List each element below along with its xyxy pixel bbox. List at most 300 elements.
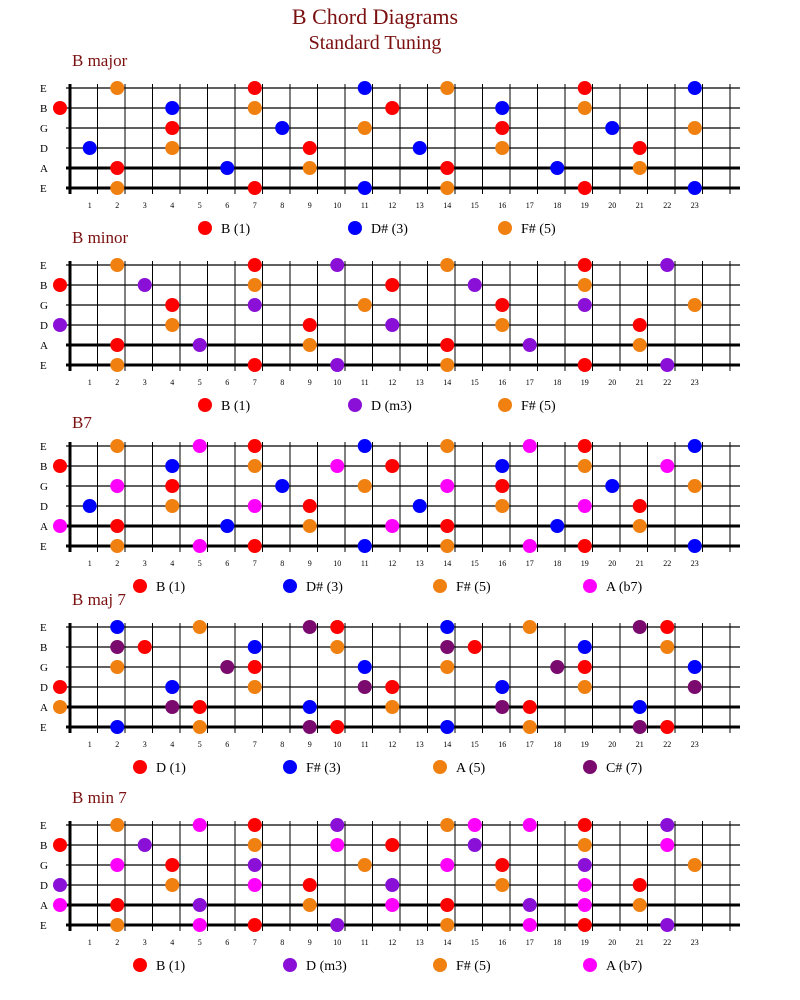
chord-name: B maj 7: [72, 590, 126, 609]
fret-number: 22: [663, 740, 672, 749]
string-label: A: [40, 702, 48, 714]
note-dot: [440, 81, 454, 95]
fret-number: 14: [443, 938, 452, 947]
note-dot: [578, 278, 592, 292]
note-dot: [688, 81, 702, 95]
fret-number: 9: [307, 740, 312, 749]
fret-number: 12: [388, 201, 397, 210]
note-dot: [248, 298, 262, 312]
note-dot: [303, 338, 317, 352]
note-dot: [523, 818, 537, 832]
fret-number: 18: [553, 559, 562, 568]
note-dot: [110, 439, 124, 453]
note-dot: [110, 620, 124, 634]
fret-number: 23: [690, 201, 699, 210]
note-dot: [358, 298, 372, 312]
note-dot: [440, 161, 454, 175]
note-dot: [578, 539, 592, 553]
fret-number: 13: [415, 740, 424, 749]
note-dot: [495, 858, 509, 872]
note-dot: [688, 181, 702, 195]
fret-number: 4: [170, 559, 175, 568]
note-dot: [578, 358, 592, 372]
legend-label: B (1): [156, 959, 186, 974]
note-dot: [110, 818, 124, 832]
legend-dot: [433, 958, 447, 972]
note-dot: [330, 838, 344, 852]
string-label: G: [40, 123, 48, 135]
note-dot: [165, 858, 179, 872]
fret-number: 16: [498, 938, 507, 947]
note-dot: [440, 539, 454, 553]
note-dot: [53, 519, 67, 533]
fret-number: 12: [388, 378, 397, 387]
fret-number: 15: [470, 938, 479, 947]
note-dot: [440, 181, 454, 195]
legend-label: D (m3): [306, 959, 347, 974]
fret-number: 14: [443, 740, 452, 749]
fret-number: 18: [553, 378, 562, 387]
note-dot: [660, 838, 674, 852]
fret-number: 10: [333, 938, 342, 947]
fret-number: 13: [415, 201, 424, 210]
note-dot: [633, 161, 647, 175]
note-dot: [138, 278, 152, 292]
note-dot: [495, 499, 509, 513]
legend-label: F# (5): [456, 959, 491, 974]
note-dot: [385, 519, 399, 533]
fret-number: 21: [635, 740, 644, 749]
note-dot: [633, 620, 647, 634]
fret-number: 2: [115, 201, 120, 210]
note-dot: [495, 318, 509, 332]
fret-number: 11: [360, 740, 369, 749]
legend-dot: [133, 579, 147, 593]
note-dot: [110, 640, 124, 654]
note-dot: [165, 318, 179, 332]
note-dot: [193, 539, 207, 553]
note-dot: [495, 479, 509, 493]
note-dot: [53, 838, 67, 852]
note-dot: [358, 439, 372, 453]
note-dot: [578, 680, 592, 694]
fret-number: 3: [142, 938, 147, 947]
note-dot: [385, 838, 399, 852]
note-dot: [633, 898, 647, 912]
note-dot: [248, 459, 262, 473]
fret-number: 4: [170, 740, 175, 749]
note-dot: [578, 81, 592, 95]
legend-dot: [583, 958, 597, 972]
legend-label: B (1): [221, 222, 251, 237]
note-dot: [138, 640, 152, 654]
note-dot: [358, 858, 372, 872]
string-label: E: [40, 920, 47, 932]
legend-label: F# (5): [521, 222, 556, 237]
fret-number: 19: [580, 201, 589, 210]
legend-dot: [433, 760, 447, 774]
note-dot: [440, 640, 454, 654]
note-dot: [110, 338, 124, 352]
fret-number: 1: [87, 378, 92, 387]
legend-dot: [283, 958, 297, 972]
note-dot: [633, 499, 647, 513]
note-dot: [440, 858, 454, 872]
note-dot: [193, 338, 207, 352]
note-dot: [303, 700, 317, 714]
legend-label: F# (5): [456, 580, 491, 595]
note-dot: [633, 141, 647, 155]
note-dot: [330, 358, 344, 372]
fret-number: 20: [608, 559, 617, 568]
note-dot: [358, 479, 372, 493]
note-dot: [633, 338, 647, 352]
note-dot: [53, 318, 67, 332]
note-dot: [688, 539, 702, 553]
note-dot: [53, 878, 67, 892]
note-dot: [165, 700, 179, 714]
note-dot: [578, 459, 592, 473]
note-dot: [110, 81, 124, 95]
note-dot: [523, 700, 537, 714]
legend-dot: [198, 398, 212, 412]
fret-number: 21: [635, 938, 644, 947]
note-dot: [440, 519, 454, 533]
note-dot: [468, 818, 482, 832]
fret-number: 1: [87, 201, 92, 210]
note-dot: [165, 499, 179, 513]
note-dot: [550, 660, 564, 674]
note-dot: [440, 720, 454, 734]
fret-number: 21: [635, 559, 644, 568]
fret-number: 9: [307, 938, 312, 947]
string-label: D: [40, 682, 48, 694]
note-dot: [303, 161, 317, 175]
note-dot: [633, 318, 647, 332]
note-dot: [248, 101, 262, 115]
legend-dot: [498, 398, 512, 412]
note-dot: [633, 700, 647, 714]
string-label: B: [40, 103, 48, 115]
string-label: B: [40, 280, 48, 292]
note-dot: [330, 640, 344, 654]
fret-number: 5: [197, 378, 202, 387]
note-dot: [358, 121, 372, 135]
note-dot: [358, 680, 372, 694]
note-dot: [688, 298, 702, 312]
string-label: E: [40, 260, 47, 272]
note-dot: [578, 898, 592, 912]
fret-number: 15: [470, 559, 479, 568]
note-dot: [468, 838, 482, 852]
note-dot: [578, 918, 592, 932]
fret-number: 23: [690, 938, 699, 947]
fret-number: 12: [388, 559, 397, 568]
fret-number: 15: [470, 378, 479, 387]
note-dot: [495, 101, 509, 115]
note-dot: [193, 720, 207, 734]
fret-number: 5: [197, 559, 202, 568]
fret-number: 11: [360, 559, 369, 568]
note-dot: [248, 918, 262, 932]
note-dot: [523, 338, 537, 352]
note-dot: [413, 141, 427, 155]
fret-number: 23: [690, 559, 699, 568]
note-dot: [578, 660, 592, 674]
fret-number: 6: [225, 740, 230, 749]
note-dot: [385, 898, 399, 912]
fret-number: 10: [333, 740, 342, 749]
note-dot: [578, 818, 592, 832]
note-dot: [53, 898, 67, 912]
note-dot: [303, 720, 317, 734]
fret-number: 7: [252, 378, 257, 387]
note-dot: [440, 258, 454, 272]
note-dot: [523, 439, 537, 453]
note-dot: [83, 141, 97, 155]
fret-number: 13: [415, 559, 424, 568]
note-dot: [248, 680, 262, 694]
note-dot: [578, 181, 592, 195]
note-dot: [578, 640, 592, 654]
legend-label: A (5): [456, 761, 486, 776]
note-dot: [330, 620, 344, 634]
chord-name: B min 7: [72, 788, 127, 807]
note-dot: [275, 121, 289, 135]
note-dot: [605, 121, 619, 135]
string-label: G: [40, 860, 48, 872]
note-dot: [220, 660, 234, 674]
string-label: E: [40, 820, 47, 832]
string-label: E: [40, 441, 47, 453]
string-label: B: [40, 461, 48, 473]
fret-number: 3: [142, 740, 147, 749]
fret-number: 3: [142, 201, 147, 210]
note-dot: [193, 898, 207, 912]
note-dot: [248, 439, 262, 453]
note-dot: [110, 720, 124, 734]
string-label: E: [40, 360, 47, 372]
fret-number: 12: [388, 740, 397, 749]
note-dot: [303, 499, 317, 513]
fret-number: 1: [87, 559, 92, 568]
fret-number: 17: [525, 201, 534, 210]
note-dot: [385, 318, 399, 332]
fret-number: 11: [360, 938, 369, 947]
legend-dot: [133, 958, 147, 972]
legend-dot: [133, 760, 147, 774]
note-dot: [468, 640, 482, 654]
legend-dot: [283, 760, 297, 774]
string-label: A: [40, 900, 48, 912]
note-dot: [523, 918, 537, 932]
fret-number: 14: [443, 201, 452, 210]
note-dot: [660, 620, 674, 634]
string-label: B: [40, 840, 48, 852]
legend-dot: [198, 221, 212, 235]
note-dot: [495, 878, 509, 892]
note-dot: [193, 439, 207, 453]
legend-label: F# (3): [306, 761, 341, 776]
note-dot: [688, 479, 702, 493]
note-dot: [440, 479, 454, 493]
note-dot: [110, 181, 124, 195]
fret-number: 9: [307, 201, 312, 210]
legend-label: C# (7): [606, 761, 643, 776]
note-dot: [248, 258, 262, 272]
fret-number: 6: [225, 559, 230, 568]
fret-number: 20: [608, 378, 617, 387]
fret-number: 7: [252, 201, 257, 210]
legend-label: D# (3): [371, 222, 408, 237]
note-dot: [440, 358, 454, 372]
fret-number: 16: [498, 201, 507, 210]
note-dot: [138, 838, 152, 852]
note-dot: [660, 459, 674, 473]
fret-number: 5: [197, 740, 202, 749]
fret-number: 22: [663, 938, 672, 947]
note-dot: [110, 858, 124, 872]
note-dot: [578, 858, 592, 872]
note-dot: [440, 898, 454, 912]
legend-dot: [348, 221, 362, 235]
legend-label: B (1): [221, 399, 251, 414]
note-dot: [110, 519, 124, 533]
fret-number: 5: [197, 938, 202, 947]
note-dot: [633, 720, 647, 734]
fret-number: 19: [580, 559, 589, 568]
note-dot: [440, 620, 454, 634]
note-dot: [660, 640, 674, 654]
legend-label: A (b7): [606, 580, 643, 595]
string-label: D: [40, 501, 48, 513]
note-dot: [605, 479, 619, 493]
legend-label: B (1): [156, 580, 186, 595]
fret-number: 3: [142, 559, 147, 568]
fret-number: 16: [498, 378, 507, 387]
note-dot: [688, 121, 702, 135]
note-dot: [193, 620, 207, 634]
note-dot: [303, 141, 317, 155]
fret-number: 18: [553, 938, 562, 947]
note-dot: [385, 680, 399, 694]
fret-number: 2: [115, 938, 120, 947]
fret-number: 18: [553, 740, 562, 749]
note-dot: [358, 181, 372, 195]
note-dot: [248, 858, 262, 872]
fret-number: 8: [280, 201, 285, 210]
note-dot: [53, 459, 67, 473]
note-dot: [385, 459, 399, 473]
note-dot: [110, 358, 124, 372]
string-label: D: [40, 143, 48, 155]
string-label: G: [40, 300, 48, 312]
note-dot: [440, 439, 454, 453]
note-dot: [633, 519, 647, 533]
note-dot: [523, 620, 537, 634]
fret-number: 6: [225, 938, 230, 947]
note-dot: [495, 141, 509, 155]
fret-number: 8: [280, 938, 285, 947]
fret-number: 21: [635, 201, 644, 210]
fret-number: 6: [225, 378, 230, 387]
note-dot: [165, 121, 179, 135]
note-dot: [495, 680, 509, 694]
fret-number: 15: [470, 201, 479, 210]
note-dot: [358, 81, 372, 95]
note-dot: [303, 620, 317, 634]
page-title: B Chord Diagrams: [291, 4, 459, 29]
note-dot: [385, 700, 399, 714]
fret-number: 17: [525, 378, 534, 387]
note-dot: [578, 101, 592, 115]
note-dot: [275, 479, 289, 493]
note-dot: [468, 278, 482, 292]
note-dot: [248, 539, 262, 553]
fret-number: 8: [280, 740, 285, 749]
note-dot: [248, 278, 262, 292]
note-dot: [248, 499, 262, 513]
note-dot: [53, 101, 67, 115]
fret-number: 7: [252, 740, 257, 749]
legend-dot: [433, 579, 447, 593]
fret-number: 20: [608, 938, 617, 947]
legend-dot: [283, 579, 297, 593]
note-dot: [248, 838, 262, 852]
legend-label: A (b7): [606, 959, 643, 974]
fret-number: 23: [690, 740, 699, 749]
note-dot: [220, 519, 234, 533]
note-dot: [495, 298, 509, 312]
fret-number: 9: [307, 559, 312, 568]
note-dot: [53, 278, 67, 292]
note-dot: [248, 878, 262, 892]
note-dot: [110, 898, 124, 912]
string-label: E: [40, 83, 47, 95]
note-dot: [110, 660, 124, 674]
fret-number: 4: [170, 378, 175, 387]
note-dot: [688, 660, 702, 674]
note-dot: [330, 258, 344, 272]
string-label: B: [40, 642, 48, 654]
note-dot: [165, 141, 179, 155]
fret-number: 10: [333, 378, 342, 387]
fret-number: 17: [525, 559, 534, 568]
string-label: D: [40, 880, 48, 892]
fret-number: 20: [608, 740, 617, 749]
note-dot: [110, 479, 124, 493]
fret-number: 4: [170, 938, 175, 947]
note-dot: [110, 161, 124, 175]
fret-number: 2: [115, 559, 120, 568]
fret-number: 21: [635, 378, 644, 387]
fret-number: 16: [498, 740, 507, 749]
note-dot: [330, 918, 344, 932]
fret-number: 13: [415, 378, 424, 387]
note-dot: [385, 101, 399, 115]
note-dot: [495, 700, 509, 714]
note-dot: [440, 918, 454, 932]
fret-number: 8: [280, 559, 285, 568]
fret-number: 15: [470, 740, 479, 749]
fret-number: 19: [580, 938, 589, 947]
fret-number: 5: [197, 201, 202, 210]
fret-number: 11: [360, 378, 369, 387]
note-dot: [248, 818, 262, 832]
note-dot: [330, 459, 344, 473]
fret-number: 1: [87, 740, 92, 749]
string-label: A: [40, 163, 48, 175]
